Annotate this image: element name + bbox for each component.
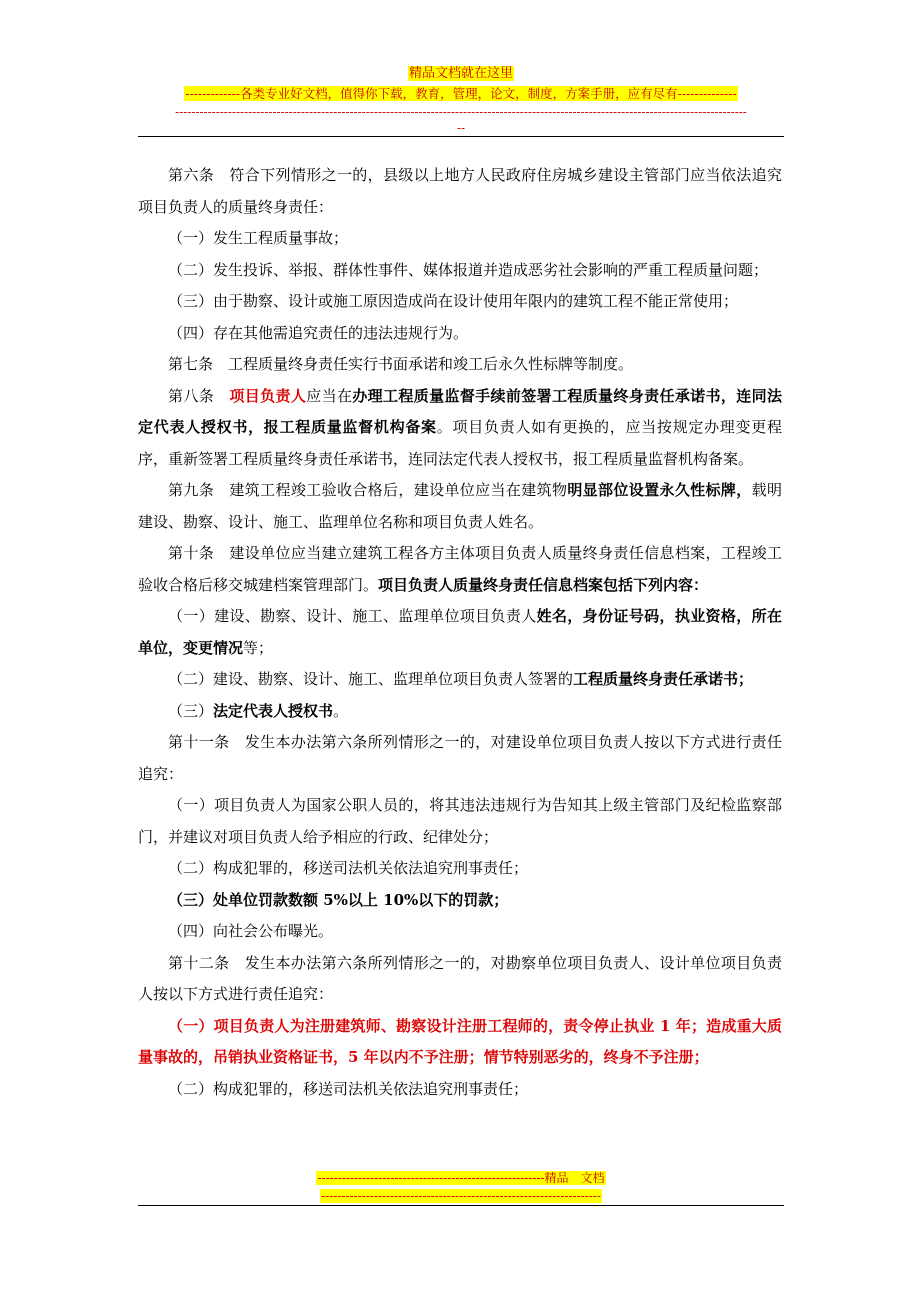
article-12 [138,948,782,1011]
article-8-subject: 项目负责人 [229,386,307,405]
article-10-item-1-bold: 姓名，身份证号码，执业资格，所在单位，变更情况 [138,607,782,657]
article-8-label: 第八条 [168,386,215,405]
article-6-item-2: （二）发生投诉、举报、群体性事件、媒体报道并造成恶劣社会影响的严重工程质量问题； [168,260,769,279]
article-11-item-4: （四）向社会公布曝光。 [168,922,334,940]
article-10-item-3-end: 。 [333,701,349,720]
article-12-label: 第十二条 [168,953,230,972]
article-10-text-a: 建设单位应当建立建筑工程各方主体项目负责人质量终身责任信息档案，工程竣工验收合格后移交城建档案管理部门。 [138,544,782,594]
article-11-item-2: （二）构成犯罪的，移送司法机关依法追究刑事责任； [168,859,529,877]
article-10-item-1-text: （一）建设、勘察、设计、施工、监理单位项目负责人 [168,607,537,625]
header-title [138,66,784,82]
article-10-item-2-text: （二）建设、勘察、设计、施工、监理单位项目负责人签署的 [168,670,574,688]
article-10-item-1-end: 等； [243,638,274,657]
article-6 [138,160,782,223]
article-10-item-2 [138,664,782,696]
article-11-item-3: （三）处单位罚款数额 5%以上 10%以下的罚款； [168,890,509,909]
article-8-text-b: 。项目负责人如有更换的，应当按规定办理变更程序，重新签署工程质量终身责任承诺书，连同法定代表人授权书，报工程质量监督机构备案。 [138,418,782,468]
article-10-item-3-text: （三） [168,701,214,720]
article-12-text: 发生本办法第六条所列情形之一的，对勘察单位项目负责人、设计单位项目负责人按以下方式进行责任追究： [138,953,782,1003]
footer-line-1 [138,1170,784,1186]
article-10-item-2-bold: 工程质量终身责任承诺书； [573,670,754,688]
header-dash-line-1: --------------------------------------------------------------------------------------------------------------------------------------------- [175,105,747,119]
article-8 [138,381,782,476]
article-8-text-a: 应当在 [306,386,353,405]
footer-line-1-text: --------------------------------------------------------精品 文档 [317,1171,605,1185]
article-6-item-4: （四）存在其他需追究责任的违法违规行为。 [168,323,469,342]
article-12-item-2: （二）构成犯罪的，移送司法机关依法追究刑事责任； [168,1079,529,1098]
article-6-item-3: （三）由于勘察、设计或施工原因造成尚在设计使用年限内的建筑工程不能正常使用； [168,292,739,310]
header-subtitle-text: -------------各类专业好文档，值得你下载，教育，管理，论文，制度，方案手册，应有尽有-------------- [185,86,737,101]
article-12-item-1: （一）项目负责人为注册建筑师、勘察设计注册工程师的，责令停止执业 1 年；造成重大质量事故的，吊销执业资格证书，5 年以内不予注册；情节特别恶劣的，终身不予注册； [138,1016,782,1066]
article-10-item-3-bold: 法定代表人授权书 [213,701,334,720]
article-10-item-1 [138,601,782,664]
article-9-bold-a: 明显部位设置永久性标牌， [567,481,752,499]
article-10 [138,538,782,601]
article-11-text: 发生本办法第六条所列情形之一的，对建设单位项目负责人按以下方式进行责任追究： [138,733,782,783]
footer-line-2 [138,1188,784,1204]
article-10-bold-a: 项目负责人质量终身责任信息档案包括下列内容： [378,575,709,594]
header-rule [138,136,784,137]
document-body [138,160,782,1105]
footer-rule [138,1205,784,1206]
article-11-label: 第十一条 [168,733,230,751]
header-dash-line-2: -- [456,121,466,135]
article-7-label: 第七条 [168,355,214,373]
article-8-bold-a: 办理工程质量监督手续前签署工程质量终身责任承诺书，连同法定代表人授权书，报工程质量监督机构备案 [138,386,782,436]
article-6-text: 符合下列情形之一的，县级以上地方人民政府住房城乡建设主管部门应当依法追究项目负责人的质量终身责任： [138,166,782,216]
article-9 [138,475,782,538]
article-10-label: 第十条 [168,544,215,562]
article-9-text-a: 建筑工程竣工验收合格后，建设单位应当在建筑物 [229,481,568,499]
article-6-label: 第六条 [168,166,215,184]
header-title-text: 精品文档就在这里 [408,66,513,81]
article-7 [138,349,782,381]
article-9-text-b: 载明建设、勘察、设计、施工、监理单位名称和项目负责人姓名。 [138,481,782,531]
article-9-label: 第九条 [168,481,215,499]
article-6-item-1: （一）发生工程质量事故； [168,229,349,247]
article-7-text: 工程质量终身责任实行书面承诺和竣工后永久性标牌等制度。 [228,355,634,373]
article-11-item-1: （一）项目负责人为国家公职人员的，将其违法违规行为告知其上级主管部门及纪检监察部门，并建议对项目负责人给予相应的行政、纪律处分； [138,796,782,846]
footer-line-2-text: --------------------------------------------------------------------- [321,1189,601,1203]
article-10-item-3 [138,696,782,728]
header-subtitle [138,86,784,102]
article-11 [138,727,782,790]
